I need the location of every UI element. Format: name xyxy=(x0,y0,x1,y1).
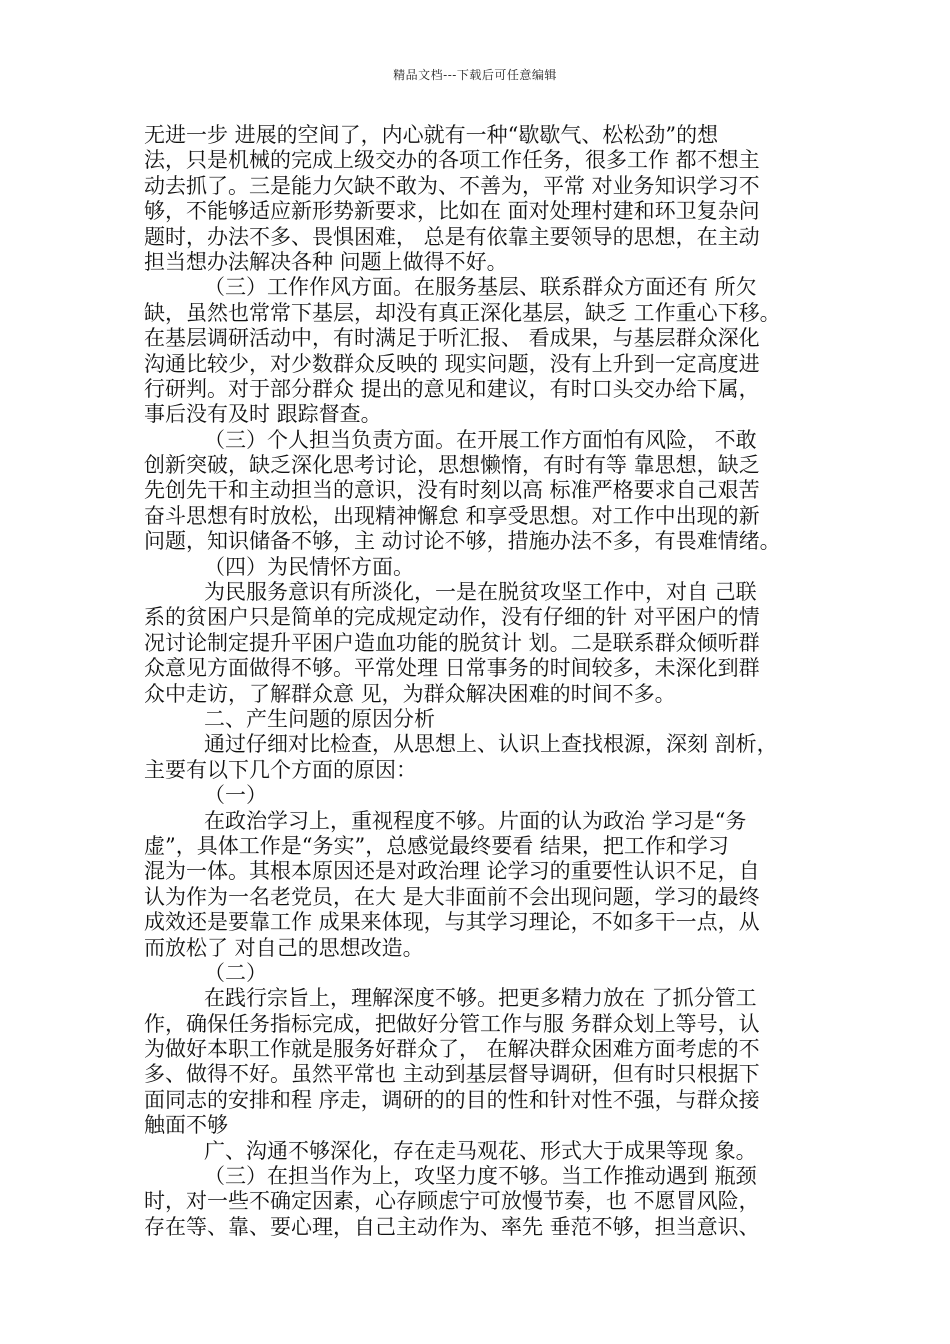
text-line: 况讨论制定提升平困户造血功能的脱贫计 划。二是联系群众倾听群 xyxy=(144,630,760,655)
text-line: 沟通比较少，对少数群众反映的 现实问题，没有上升到一定高度进 xyxy=(144,351,760,376)
text-line: 而放松了 对自己的思想改造。 xyxy=(144,935,424,960)
text-line: 作，确保任务指标完成，把做好分管工作与服 务群众划上等号，认 xyxy=(144,1011,760,1036)
text-line: 创新突破，缺乏深化思考讨论，思想懒惰，有时有等 靠思想，缺乏 xyxy=(144,453,760,478)
text-line: 在政治学习上，重视程度不够。片面的认为政治 学习是“务 xyxy=(204,808,747,833)
text-line: （四）为民情怀方面。 xyxy=(204,554,414,579)
text-line: 为做好本职工作就是服务好群众了， 在解决群众困难方面考虑的不 xyxy=(144,1037,760,1062)
text-line: 二、产生问题的原因分析 xyxy=(204,706,435,731)
text-line: 担当想办法解决各种 问题上做得不好。 xyxy=(144,249,508,274)
text-line: 虚”，具体工作是“务实”，总感觉最终要看 结果，把工作和学习 xyxy=(144,833,729,858)
text-line: 缺，虽然也常常下基层，却没有真正深化基层，缺乏 工作重心下移。 xyxy=(144,300,781,325)
text-line: （三）个人担当负责方面。在开展工作方面怕有风险， 不敢 xyxy=(204,427,757,452)
text-line: 无进一步 进展的空间了，内心就有一种“歇歇气、松松劲”的想 xyxy=(144,123,719,147)
text-line: 行研判。对于部分群众 提出的意见和建议，有时口头交办给下属， xyxy=(144,376,760,401)
document-body xyxy=(144,123,824,1240)
text-line: 题时，办法不多、畏惧困难， 总是有依靠主要领导的思想，在主动 xyxy=(144,224,760,249)
text-line: 法，只是机械的完成上级交办的各项工作任务，很多工作 都不想主 xyxy=(144,148,760,173)
text-line: 够，不能够适应新形势新要求，比如在 面对处理村建和环卫复杂问 xyxy=(144,199,760,224)
text-line: （一） xyxy=(204,783,267,808)
text-line: 众中走访，了解群众意 见，为群众解决困难的时间不多。 xyxy=(144,681,676,706)
text-line: （三）工作作风方面。在服务基层、联系群众方面还有 所欠 xyxy=(204,275,757,300)
text-line: 通过仔细对比检查，从思想上、认识上查找根源，深刻 剖析， xyxy=(204,732,778,757)
text-line: 存在等、靠、要心理，自己主动作为、率先 垂范不够，担当意识、 xyxy=(144,1214,760,1239)
text-line: （二） xyxy=(204,960,267,985)
text-line: 多、做得不好。虽然平常也 主动到基层督导调研，但有时只根据下 xyxy=(144,1062,760,1087)
text-line: 在基层调研活动中，有时满足于听汇报、 看成果，与基层群众深化 xyxy=(144,326,760,351)
text-line: 动去抓了。三是能力欠缺不敢为、不善为，平常 对业务知识学习不 xyxy=(144,173,760,198)
text-line: 系的贫困户只是简单的完成规定动作，没有仔细的针 对平困户的情 xyxy=(144,605,760,630)
text-line: 面同志的安排和程 序走，调研的的目的性和针对性不强，与群众接 xyxy=(144,1087,760,1112)
text-line: 先创先干和主动担当的意识，没有时刻以高 标准严格要求自己艰苦 xyxy=(144,478,760,503)
text-line: 混为一体。其根本原因还是对政治理 论学习的重要性认识不足，自 xyxy=(144,859,760,884)
text-line: （三）在担当作为上，攻坚力度不够。当工作推动遇到 瓶颈 xyxy=(204,1164,757,1189)
text-line: 触面不够 xyxy=(144,1113,228,1138)
page-header: 精品文档---下载后可任意编辑 xyxy=(393,68,557,82)
text-line: 主要有以下几个方面的原因： xyxy=(144,757,417,782)
text-line: 问题，知识储备不够，主 动讨论不够，措施办法不多，有畏难情绪。 xyxy=(144,529,781,554)
text-line: 众意见方面做得不够。平常处理 日常事务的时间较多，未深化到群 xyxy=(144,656,760,681)
text-line: 事后没有及时 跟踪督查。 xyxy=(144,402,382,427)
text-line: 成效还是要靠工作 成果来体现，与其学习理论，不如多干一点，从 xyxy=(144,910,760,935)
text-line: 在践行宗旨上，理解深度不够。把更多精力放在 了抓分管工 xyxy=(204,986,757,1011)
text-line: 为民服务意识有所淡化，一是在脱贫攻坚工作中，对自 己联 xyxy=(204,580,757,605)
text-line: 认为作为一名老党员，在大 是大非面前不会出现问题，学习的最终 xyxy=(144,884,760,909)
text-line: 时，对一些不确定因素，心存顾虑宁可放慢节奏，也 不愿冒风险， xyxy=(144,1189,760,1214)
text-line: 广、沟通不够深化，存在走马观花、形式大于成果等现 象。 xyxy=(204,1138,757,1163)
text-line: 奋斗思想有时放松，出现精神懈怠 和享受思想。对工作中出现的新 xyxy=(144,503,760,528)
